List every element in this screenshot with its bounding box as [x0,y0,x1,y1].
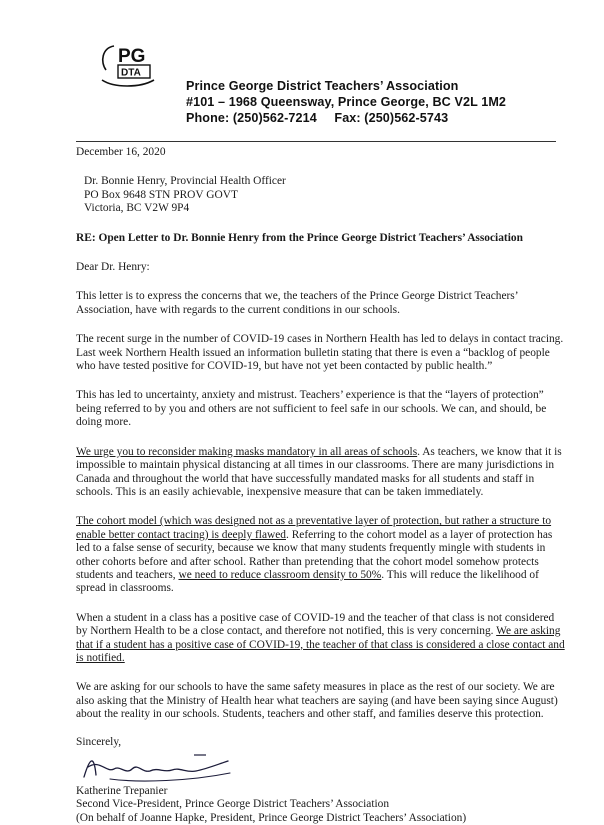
org-contact [186,110,506,126]
salutation: Dear Dr. Henry: [76,261,150,274]
paragraph-layers: This has led to uncertainty, anxiety and mistrust. Teachers’ experience is that the “layers of protection” being referred to by you and others are not sufficient to feel safe in our schools. We can, and should, be doing more. [76,389,547,429]
paragraph-masks [76,446,568,500]
org-fax: Fax: (250)562-5743 [334,111,449,125]
handwritten-signature [80,751,240,785]
letterhead-divider [76,141,556,142]
logo-text-pg: PG [118,46,146,67]
recipient-line: Victoria, BC V2W 9P4 [84,202,190,215]
recipient-line: PO Box 9648 STN PROV GOVT [84,188,238,201]
pgdta-logo [96,40,162,90]
org-address: #101 – 1968 Queensway, Prince George, BC V2L 1M2 [186,95,507,109]
signer-behalf: (On behalf of Joanne Hapke, President, Prince George District Teachers’ Association) [76,811,467,824]
org-phone: Phone: (250)562-7214 [186,111,317,125]
masks-emphasis: We urge you to reconsider making masks mandatory in all areas of schools [76,445,418,458]
closing: Sincerely, [76,735,122,748]
paragraph-intro: This letter is to express the concerns that we, the teachers of the Prince George District Teachers’ Association, have with regards to the current conditions in our schools. [76,290,518,316]
letterhead-block [186,78,506,126]
cohort-emphasis: The cohort model (which was designed not as a preventative layer of protection, but rather a structure to enable better contact tracing) is deeply flawed [76,515,552,541]
logo-base-curve [102,80,154,86]
masks-text: . As teachers, we know that it is impossible to maintain physical distancing at all times in our classrooms. There are many jurisdictions in Canada and throughout the world that have successfully mandated masks for all students and staff in schools. This is an easily achievable, inexpensive measure that can be taken immediately. [76,445,562,498]
close-contact-emphasis: We are asking that if a student has a positive case of COVID-19, the teacher of that class is considered a close contact and is notified. [76,625,565,664]
close-contact-text: When a student in a class has a positive case of COVID-19 and the teacher of that class is not considered by Northern Health to be a close contact, and therefore not notified, this is very concerning. [76,611,555,638]
paragraph-contact-tracing: The recent surge in the number of COVID-19 cases in Northern Health has led to delays in contact tracing. Last week Northern Health issued an information bulletin stating that there is even a “backlog of people who have tested positive for COVID-19, but have not yet been contacted by public health.” [76,333,564,373]
signer-title: Second Vice-President, Prince George District Teachers’ Association [76,798,390,811]
letter-date: December 16, 2020 [76,146,166,158]
subject-line: RE: Open Letter to Dr. Bonnie Henry from the Prince George District Teachers’ Association [76,231,523,244]
density-emphasis: we need to reduce classroom density to 50% [178,568,382,581]
letter-body [76,146,568,825]
logo-text-dta: DTA [121,67,141,79]
paragraph-cohort [76,515,568,595]
logo-flame-stroke [103,46,114,70]
org-name: Prince George District Teachers’ Association [186,79,459,93]
cohort-text: . Referring to the cohort model as a layer of protection has led to a false sense of security, because we know that many students frequently mingle with students in other cohorts before and after school. Rather than pretending that the cohort model somehow protects students and teachers, [76,528,553,581]
recipient-address [84,175,568,215]
paragraph-close-contact [76,612,568,666]
paragraph-request: We are asking for our schools to have the same safety measures in place as the rest of our society. We are also asking that the Ministry of Health hear what teachers are saying (and have been saying since August) about the reality in our schools. Students, teachers and other staff, and families deserve this protection. [76,681,558,721]
signature-block [76,785,568,825]
recipient-line: Dr. Bonnie Henry, Provincial Health Officer [84,175,286,188]
signer-name: Katherine Trepanier [76,785,168,797]
cohort-end: . This will reduce the likelihood of spread in classrooms. [76,568,539,595]
